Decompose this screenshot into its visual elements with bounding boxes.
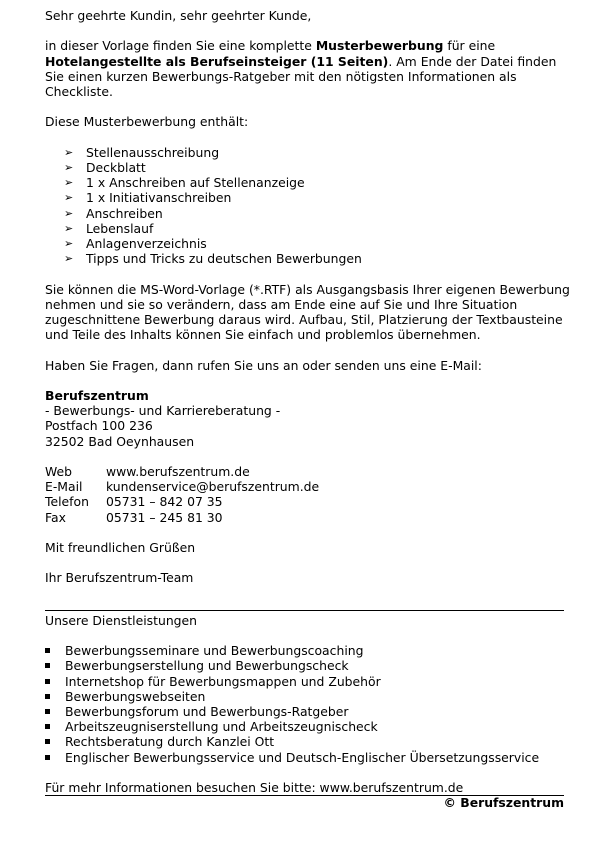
- phone-number: 05731 – 842 07 35: [106, 494, 223, 510]
- contact-block: [45, 464, 570, 525]
- list-item: Arbeitszeugniserstellung und Arbeitszeugnischeck: [45, 719, 570, 734]
- closing: Mit freundlichen Grüßen: [45, 539, 196, 555]
- greeting: Sehr geehrte Kundin, sehr geehrter Kunde,: [45, 8, 312, 23]
- list-item: ➢ Stellenausschreibung: [64, 144, 220, 160]
- company-subtitle: - Bewerbungs- und Karriereberatung -: [45, 403, 281, 419]
- square-bullet-icon: [45, 679, 50, 684]
- list-item: ➢ Tipps und Tricks zu deutschen Bewerbungen: [64, 251, 362, 267]
- square-bullet-icon: [45, 755, 50, 760]
- list-item: Bewerbungswebseiten: [45, 689, 570, 704]
- square-bullet-icon: [45, 663, 50, 668]
- web-link[interactable]: www.berufszentrum.de: [106, 463, 250, 479]
- address-block: [45, 388, 570, 449]
- contains-list: [45, 145, 570, 267]
- arrow-bullet-icon: ➢: [64, 237, 74, 250]
- list-item: ➢ Lebenslauf: [64, 220, 154, 236]
- company-name: Berufszentrum: [45, 387, 149, 403]
- list-item: ➢ Anlagenverzeichnis: [64, 236, 207, 251]
- usage-paragraph: Sie können die MS-Word-Vorlage (*.RTF) als Ausgangsbasis Ihrer eigenen Bewerbung nehmen und sie so verändern, dass am Ende eine auf Sie und Ihre Situation zugeschnittene Bewerbung daraus wird. Aufbau, Stil, Platzierung der Textbausteine und Teile des Inhalts können Sie einfach und problemlos übernehmen.: [45, 281, 570, 343]
- signature: Ihr Berufszentrum-Team: [45, 570, 194, 586]
- arrow-bullet-icon: ➢: [64, 160, 74, 174]
- questions-paragraph: Haben Sie Fragen, dann rufen Sie uns an oder senden uns eine E-Mail:: [45, 357, 482, 373]
- services-list: [45, 643, 570, 765]
- divider: [45, 610, 564, 611]
- contact-row-email: E-Mail kundenservice@berufszentrum.de: [45, 479, 320, 495]
- intro-bold-musterbewerbung: Musterbewerbung: [315, 38, 444, 54]
- arrow-bullet-icon: ➢: [64, 221, 74, 235]
- letter-body: [45, 8, 570, 809]
- list-item: Bewerbungserstellung und Bewerbungscheck: [45, 658, 570, 673]
- fax-number: 05731 – 245 81 30: [106, 509, 223, 525]
- square-bullet-icon: [45, 648, 50, 653]
- company-city: 32502 Bad Oeynhausen: [45, 433, 195, 449]
- more-info: Für mehr Informationen besuchen Sie bitte: www.berufszentrum.de: [45, 779, 464, 795]
- list-item: Bewerbungsseminare und Bewerbungscoaching: [45, 643, 570, 658]
- arrow-bullet-icon: ➢: [64, 191, 74, 205]
- copyright: © Berufszentrum: [443, 795, 564, 811]
- arrow-bullet-icon: ➢: [64, 252, 74, 266]
- square-bullet-icon: [45, 709, 50, 714]
- square-bullet-icon: [45, 739, 50, 744]
- email-link[interactable]: kundenservice@berufszentrum.de: [106, 479, 320, 495]
- arrow-bullet-icon: ➢: [64, 145, 74, 159]
- contains-heading: Diese Musterbewerbung enthält:: [45, 114, 249, 130]
- services-heading: Unsere Dienstleistungen: [45, 612, 198, 628]
- list-item: Bewerbungsforum und Bewerbungs-Ratgeber: [45, 704, 570, 719]
- square-bullet-icon: [45, 724, 50, 729]
- list-item: ➢ 1 x Initiativanschreiben: [64, 190, 232, 206]
- list-item: Englischer Bewerbungsservice und Deutsch-Englischer Übersetzungsservice: [45, 750, 570, 765]
- list-item: ➢ Deckblatt: [64, 159, 146, 175]
- company-postbox: Postfach 100 236: [45, 418, 153, 434]
- arrow-bullet-icon: ➢: [64, 206, 74, 220]
- list-item: ➢ Anschreiben: [64, 205, 163, 221]
- intro-paragraph: in dieser Vorlage finden Sie eine komplette Musterbewerbung für eine Hotelangestellte als Berufseinsteiger (11 Seiten). Am Ende der Datei finden Sie einen kurzen Bewerbungs-Ratgeber mit den nötigsten Informationen als Checkliste.: [45, 38, 557, 99]
- list-item: ➢ 1 x Anschreiben auf Stellenanzeige: [64, 175, 305, 191]
- square-bullet-icon: [45, 694, 50, 699]
- contact-row-phone: Telefon 05731 – 842 07 35: [45, 494, 223, 510]
- list-item: Internetshop für Bewerbungsmappen und Zubehör: [45, 674, 570, 689]
- arrow-bullet-icon: ➢: [64, 176, 74, 190]
- list-item: Rechtsberatung durch Kanzlei Ott: [45, 734, 570, 749]
- contact-row-fax: Fax 05731 – 245 81 30: [45, 509, 223, 525]
- intro-bold-position: Hotelangestellte als Berufseinsteiger (11 Seiten): [45, 53, 389, 69]
- contact-row-web: Web www.berufszentrum.de: [45, 463, 250, 479]
